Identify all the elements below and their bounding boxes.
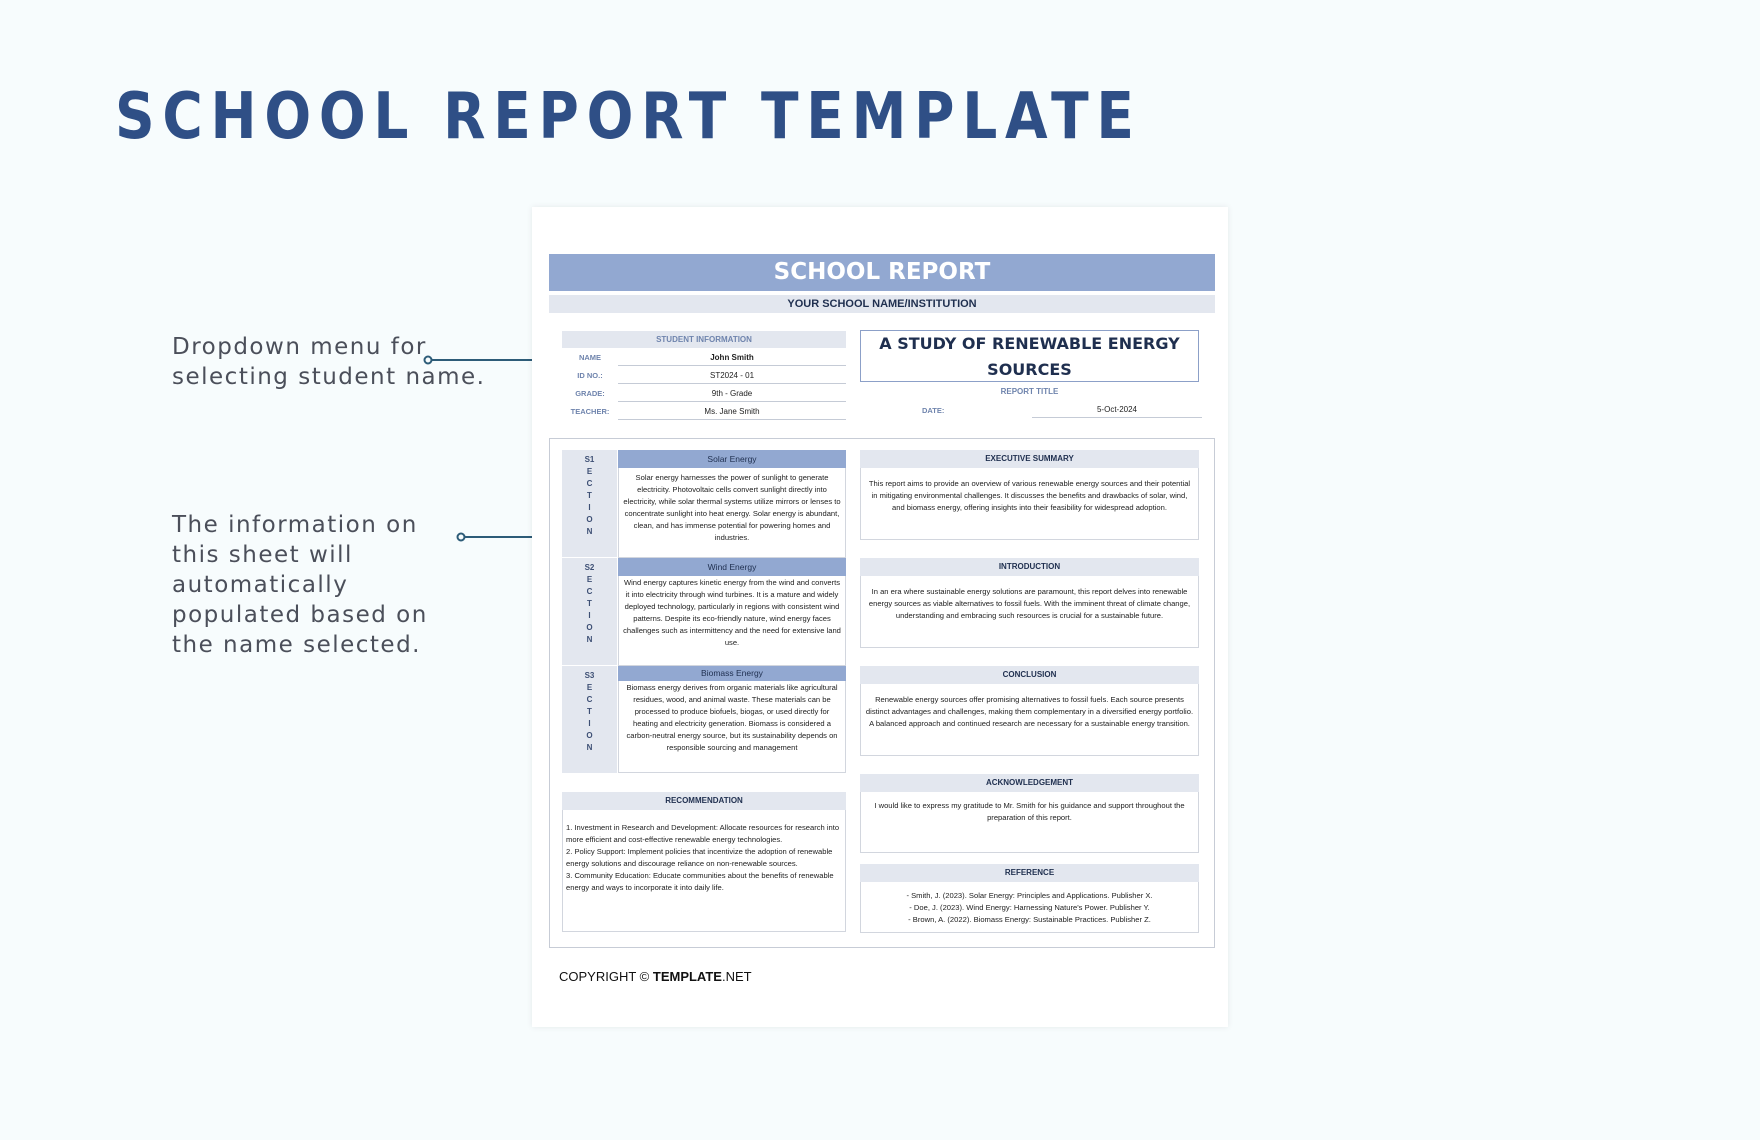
student-id-row xyxy=(562,367,846,384)
copyright-brand: TEMPLATE xyxy=(652,969,722,984)
section-2-tab xyxy=(562,558,617,665)
section-3-letter: I xyxy=(588,719,591,728)
student-teacher-label: TEACHER: xyxy=(570,407,610,416)
section-3-letter: N xyxy=(586,743,593,752)
section-1-letter: N xyxy=(586,527,593,536)
copyright xyxy=(559,969,752,984)
section-3-letter: O xyxy=(586,731,593,740)
student-grade-value: 9th - Grade xyxy=(618,385,846,402)
section-1-tab xyxy=(562,450,617,557)
student-name-row xyxy=(562,349,846,366)
acknowledgement-body: I would like to express my gratitude to Mr. Smith for his guidance and support throughout the preparation of this report. xyxy=(860,792,1199,853)
section-3-letter: E xyxy=(586,683,593,692)
callout-dropdown: Dropdown menu for selecting student name. xyxy=(172,334,486,390)
section-1-letter: E xyxy=(586,467,593,476)
recommendation-item: 2. Policy Support: Implement policies that incentivize the adoption of renewable energy solutions and discourage reliance on non-renewable sources. xyxy=(566,847,833,868)
recommendation-item: 1. Investment in Research and Development: Allocate resources for research into more efficient and cost-effective renewable energy technologies. xyxy=(566,823,840,844)
section-2-letter: C xyxy=(586,587,593,596)
date-value[interactable]: 5-Oct-2024 xyxy=(1032,403,1202,418)
student-id-value: ST2024 - 01 xyxy=(618,367,846,384)
section-2-letter: N xyxy=(586,635,593,644)
section-2-letter: O xyxy=(586,623,593,632)
section-3-number: S3 xyxy=(584,671,595,680)
page-heading: SCHOOL REPORT TEMPLATE xyxy=(115,80,1142,154)
section-1-letter: C xyxy=(586,479,593,488)
student-info-heading: STUDENT INFORMATION xyxy=(562,331,846,348)
student-grade-label: GRADE: xyxy=(575,389,605,398)
executive-summary-heading: EXECUTIVE SUMMARY xyxy=(860,450,1199,468)
school-name[interactable]: YOUR SCHOOL NAME/INSTITUTION xyxy=(549,295,1215,313)
section-1-letter: O xyxy=(586,515,593,524)
student-grade-row xyxy=(562,385,846,402)
date-label: DATE: xyxy=(922,406,945,415)
section-2-heading: Wind Energy xyxy=(618,558,846,576)
section-1-body: Solar energy harnesses the power of sunlight to generate electricity. Photovoltaic cells convert sunlight directly into electricity, while solar thermal systems utilize mirrors or lenses to concentrate sunlight into heat energy. Solar energy is abundant, clean, and has immense potential for powering homes and industries. xyxy=(618,468,846,558)
conclusion-body: Renewable energy sources offer promising alternatives to fossil fuels. Each source presents distinct advantages and challenges, making them complementary in a diversified energy portfolio. A balanced approach and continued research are necessary for a sustainable energy transition. xyxy=(860,684,1199,756)
reference-body xyxy=(860,882,1199,933)
section-2-letter: T xyxy=(587,599,592,608)
report-title-caption: REPORT TITLE xyxy=(1000,387,1059,396)
section-2-body: Wind energy captures kinetic energy from the wind and converts it into electricity through wind turbines. It is a mature and widely deployed technology, particularly in regions with consistent wind patterns. Despite its eco-friendly nature, wind energy faces challenges such as intermittency and the need for extensive land use. xyxy=(618,576,846,666)
copyright-brand-suffix: .NET xyxy=(721,969,752,984)
introduction-heading: INTRODUCTION xyxy=(860,558,1199,576)
section-3-letter: C xyxy=(586,695,593,704)
student-name-label: NAME xyxy=(578,353,602,362)
reference-item: - Doe, J. (2023). Wind Energy: Harnessing Nature's Power. Publisher Y. xyxy=(909,903,1150,912)
report-sheet xyxy=(532,207,1228,1027)
section-2-number: S2 xyxy=(584,563,595,572)
introduction-body: In an era where sustainable energy solutions are paramount, this report delves into renewable energy sources as viable alternatives to fossil fuels. With the imminent threat of climate change, understanding and embracing such resources is crucial for a sustainable future. xyxy=(860,576,1199,648)
student-id-label: ID NO.: xyxy=(577,371,603,380)
student-teacher-value: Ms. Jane Smith xyxy=(618,403,846,420)
reference-item: - Smith, J. (2023). Solar Energy: Principles and Applications. Publisher X. xyxy=(906,891,1153,900)
reference-item: - Brown, A. (2022). Biomass Energy: Sustainable Practices. Publisher Z. xyxy=(908,915,1151,924)
callout-auto-populate: The information on this sheet will automatically populated based on the name selected. xyxy=(172,512,428,658)
report-banner: SCHOOL REPORT xyxy=(549,254,1215,291)
section-1-heading: Solar Energy xyxy=(618,450,846,468)
copyright-prefix: COPYRIGHT © xyxy=(559,969,650,984)
section-3-letter: T xyxy=(587,707,592,716)
section-2-letter: E xyxy=(586,575,593,584)
section-1-letter: T xyxy=(587,491,592,500)
student-teacher-row xyxy=(562,403,846,420)
section-1-number: S1 xyxy=(584,455,595,464)
report-title[interactable]: A STUDY OF RENEWABLE ENERGY SOURCES xyxy=(860,330,1199,382)
student-name-dropdown[interactable]: John Smith xyxy=(618,349,846,366)
section-1-letter: I xyxy=(588,503,591,512)
section-3-tab xyxy=(562,666,617,773)
reference-heading: REFERENCE xyxy=(860,864,1199,882)
section-3-body: Biomass energy derives from organic materials like agricultural residues, wood, and animal waste. These materials can be processed to produce biofuels, biogas, or used directly for heating and electricity generation. Biomass is considered a carbon-neutral energy source, but its sustainability depends on responsible sourcing and management xyxy=(618,681,846,773)
section-3-heading: Biomass Energy xyxy=(618,666,846,681)
section-2-letter: I xyxy=(588,611,591,620)
acknowledgement-heading: ACKNOWLEDGEMENT xyxy=(860,774,1199,792)
recommendation-heading: RECOMMENDATION xyxy=(562,792,846,810)
recommendation-body xyxy=(562,810,846,932)
executive-summary-body: This report aims to provide an overview of various renewable energy sources and their potential in mitigating environmental challenges. It discusses the benefits and drawbacks of solar, wind, and biomass energy, offering insights into their feasibility for widespread adoption. xyxy=(860,468,1199,540)
conclusion-heading: CONCLUSION xyxy=(860,666,1199,684)
recommendation-item: 3. Community Education: Educate communities about the benefits of renewable energy and ways to incorporate it into daily life. xyxy=(566,871,834,892)
